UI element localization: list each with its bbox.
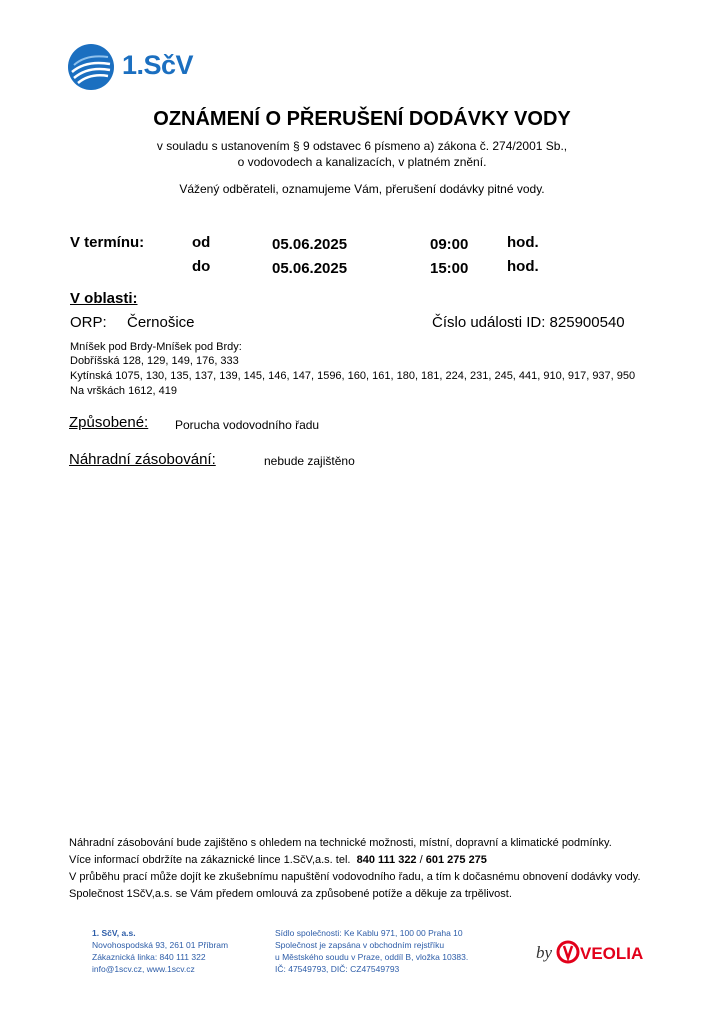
phone-1: 840 111 322 bbox=[356, 854, 417, 866]
info-text: Více informací obdržíte na zákaznické lince 1.SčV,a.s. tel. bbox=[69, 854, 351, 866]
orp-label: ORP: bbox=[70, 314, 107, 331]
event-id: Číslo události ID: 825900540 bbox=[432, 314, 625, 331]
footer-court: u Městského soudu v Praze, oddíl B, vložka 10383. bbox=[275, 952, 469, 962]
area-line: Dobříšská 128, 129, 149, 176, 333 bbox=[70, 355, 239, 367]
replacement-supply-value: nebude zajištěno bbox=[264, 454, 355, 468]
greeting: Vážený odběrateli, oznamujeme Vám, přerušení dodávky pitné vody. bbox=[179, 182, 545, 196]
legal-reference-line-2: o vodovodech a kanalizacích, v platném znění. bbox=[237, 155, 487, 169]
footer-address: Novohospodská 93, 261 01 Příbram bbox=[92, 940, 229, 950]
phone-2: 601 275 275 bbox=[425, 854, 487, 866]
area-label: V oblasti: bbox=[70, 290, 138, 307]
to-time: 15:00 bbox=[430, 260, 469, 277]
footer-company-info bbox=[92, 927, 228, 975]
veolia-logo-icon bbox=[536, 936, 656, 968]
company-logo-text: 1.SčV bbox=[122, 50, 194, 80]
to-label: do bbox=[192, 258, 211, 275]
footer-ids: IČ: 47549793, DIČ: CZ47549793 bbox=[275, 964, 400, 974]
replacement-supply-label: Náhradní zásobování: bbox=[69, 451, 216, 468]
to-time-unit: hod. bbox=[507, 258, 539, 275]
area-line: Kytínská 1075, 130, 135, 137, 139, 145, 146, 147, 1596, 160, 161, 180, 181, 224, 231, 245, 441, 910, 917, 937, 950 bbox=[70, 370, 636, 382]
footer-seat: Sídlo společnosti: Ke Kablu 971, 100 00 Praha 10 bbox=[275, 928, 463, 938]
note-line-1: Náhradní zásobování bude zajištěno s ohledem na technické možnosti, místní, dopravní a klimatické podmínky. bbox=[69, 837, 612, 849]
from-label: od bbox=[192, 234, 211, 251]
footer-hotline: Zákaznická linka: 840 111 322 bbox=[92, 952, 206, 962]
from-time: 09:00 bbox=[430, 236, 469, 253]
legal-reference-line-1: v souladu s ustanovením § 9 odstavec 6 písmeno a) zákona č. 274/2001 Sb., bbox=[156, 139, 568, 153]
orp-value: Černošice bbox=[127, 314, 195, 331]
area-line: Na vrškách 1612, 419 bbox=[70, 385, 178, 397]
by-text: by bbox=[536, 943, 553, 962]
note-line-2 bbox=[69, 854, 487, 866]
footer-registry-info bbox=[275, 927, 468, 975]
footer-registration: Společnost je zapsána v obchodním rejstříku bbox=[275, 940, 445, 950]
footer-contacts: info@1scv.cz, www.1scv.cz bbox=[92, 964, 195, 974]
note-line-4: Společnost 1SčV,a.s. se Vám předem omlouvá za způsobené potíže a děkuje za trpělivost. bbox=[69, 888, 512, 900]
page-title: OZNÁMENÍ O PŘERUŠENÍ DODÁVKY VODY bbox=[153, 108, 571, 130]
area-line: Mníšek pod Brdy-Mníšek pod Brdy: bbox=[70, 341, 242, 353]
to-date: 05.06.2025 bbox=[272, 260, 348, 277]
cause-label: Způsobené: bbox=[69, 414, 149, 431]
veolia-text: VEOLIA bbox=[580, 944, 644, 963]
from-time-unit: hod. bbox=[507, 234, 539, 251]
phone-separator: / bbox=[419, 854, 423, 866]
footer-company-name: 1. SčV, a.s. bbox=[92, 928, 136, 938]
note-line-3: V průběhu prací může dojít ke zkušebnímu napuštění vodovodního řadu, a tím k dočasnému obnovení dodávky vody. bbox=[69, 871, 641, 883]
cause-value: Porucha vodovodního řadu bbox=[175, 418, 320, 432]
term-label: V termínu: bbox=[70, 234, 145, 251]
from-date: 05.06.2025 bbox=[272, 236, 348, 253]
